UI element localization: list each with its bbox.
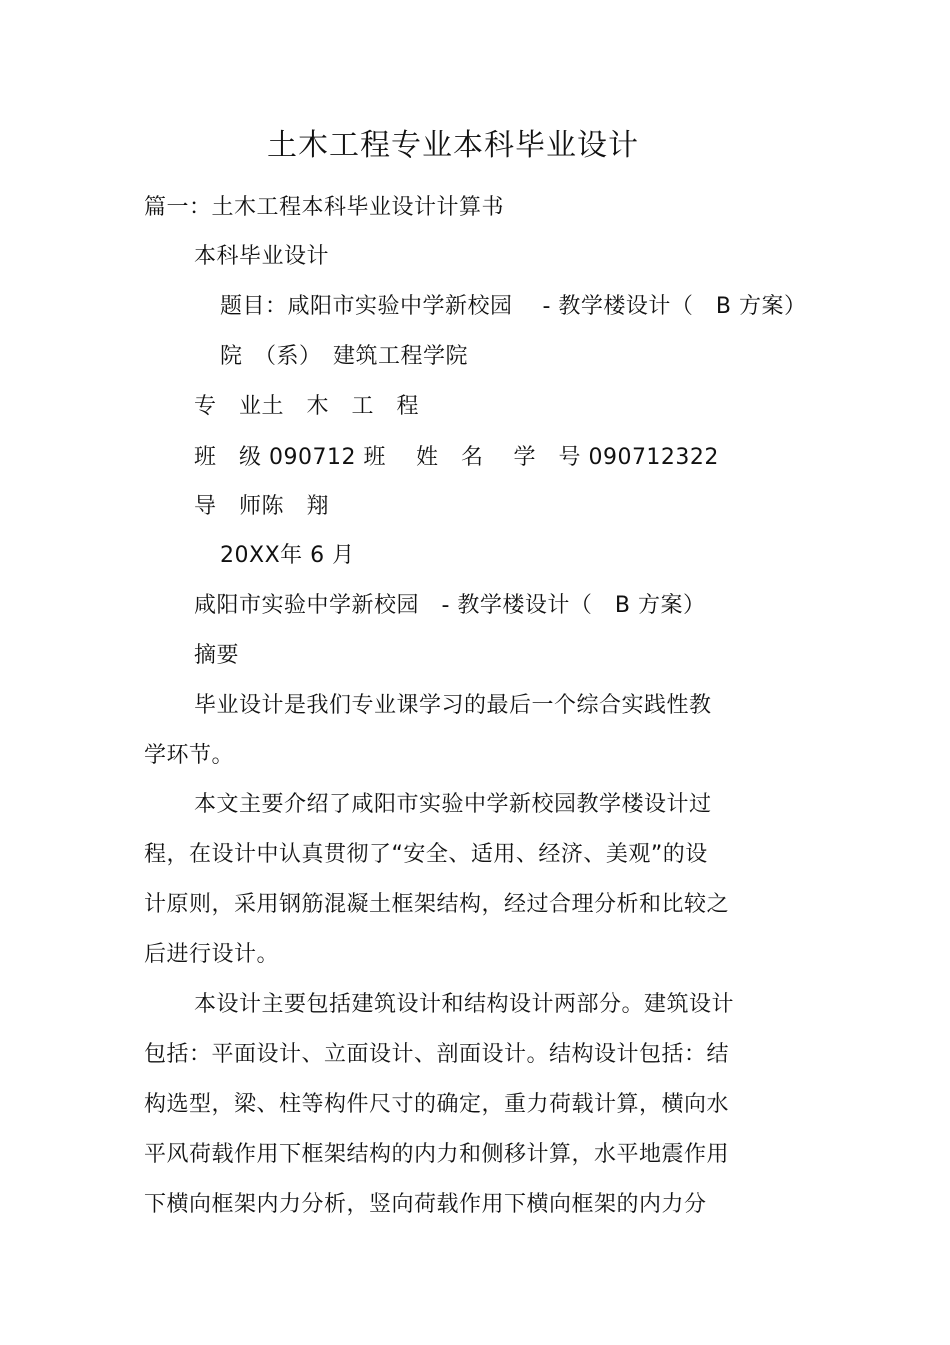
paragraph-3-line-5: 下横向框架内力分析，竖向荷载作用下横向框架的内力分 — [144, 1192, 707, 1217]
paragraph-1-line-2: 学环节。 — [144, 743, 235, 768]
paragraph-2-line-3: 计原则，采用钢筋混凝土框架结构，经过合理分析和比较之 — [144, 892, 730, 917]
paragraph-3-line-1: 本设计主要包括建筑设计和结构设计两部分。建筑设计 — [194, 992, 735, 1017]
cover-major: 专 业土 木 工 程 — [194, 394, 420, 419]
paragraph-2-line-4: 后进行设计。 — [144, 942, 280, 967]
cover-class-info: 班 级 090712 班 姓 名 学 号 090712322 — [194, 445, 719, 470]
paragraph-3-line-2: 包括：平面设计、立面设计、剖面设计。结构设计包括：结 — [144, 1042, 730, 1067]
cover-faculty: 院 （系） 建筑工程学院 — [220, 344, 469, 369]
paragraph-1-line-1: 毕业设计是我们专业课学习的最后一个综合实践性教 — [194, 693, 712, 718]
cover-advisor: 导 师陈 翔 — [194, 494, 330, 519]
cover-topic: 题目：咸阳市实验中学新校园 - 教学楼设计（ B 方案） — [220, 294, 807, 319]
chapter-heading: 篇一：土木工程本科毕业设计计算书 — [144, 195, 505, 220]
paragraph-3-line-3: 构选型，梁、柱等构件尺寸的确定，重力荷载计算，横向水 — [144, 1092, 730, 1117]
cover-label: 本科毕业设计 — [194, 244, 330, 269]
document-title: 土木工程专业本科毕业设计 — [267, 128, 639, 163]
paragraph-2-line-1: 本文主要介绍了咸阳市实验中学新校园教学楼设计过 — [194, 792, 712, 817]
cover-date: 20XX年 6 月 — [220, 543, 355, 568]
paragraph-2-line-2: 程，在设计中认真贯彻了“安全、适用、经济、美观”的设 — [144, 842, 708, 867]
paragraph-3-line-4: 平风荷载作用下框架结构的内力和侧移计算，水平地震作用 — [144, 1142, 730, 1167]
document-subtitle: 咸阳市实验中学新校园 - 教学楼设计（ B 方案） — [194, 593, 706, 618]
abstract-heading: 摘要 — [194, 643, 240, 668]
